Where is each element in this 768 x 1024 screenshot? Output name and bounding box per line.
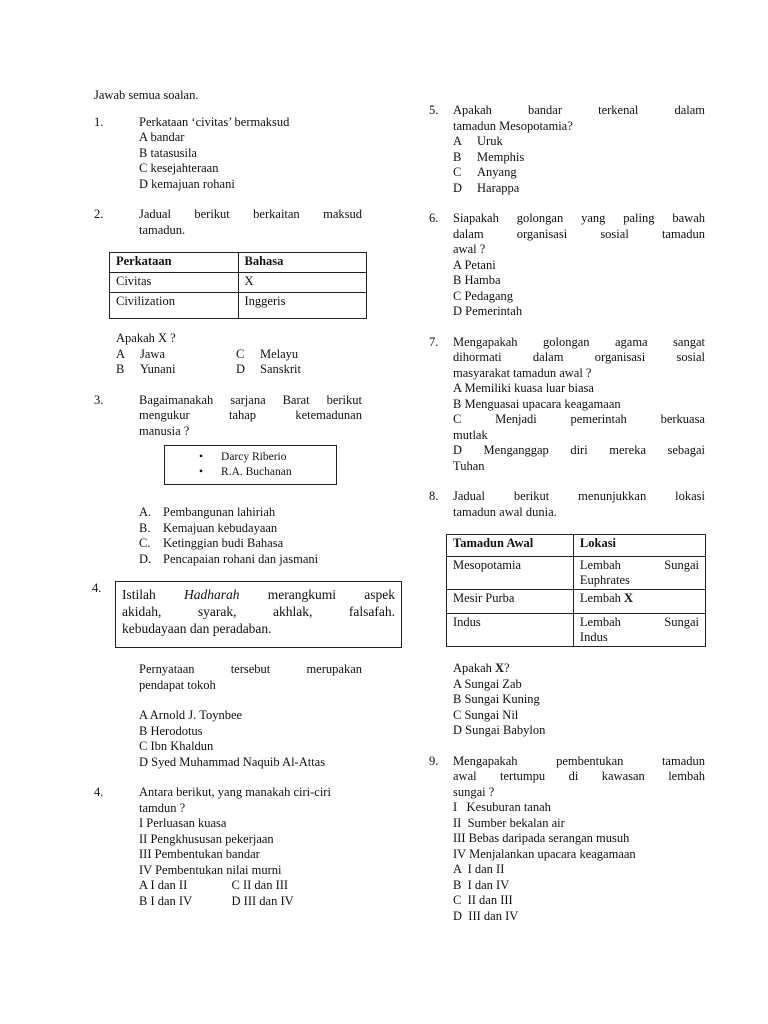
question-text-line: dalam organisasi sosial tamadun — [453, 226, 705, 241]
instruction: Jawab semua soalan. — [94, 88, 199, 102]
question-4b — [94, 785, 362, 909]
option-c[interactable]: C Menjadi pemerintah berkuasa mutlak — [453, 412, 705, 442]
question-3 — [94, 393, 362, 568]
question-text-line: Mengapakah pembentukan tamadun — [453, 753, 705, 768]
question-text-line: Antara berikut, yang manakah ciri-ciri — [139, 785, 331, 799]
table-header: Bahasa — [238, 253, 367, 273]
question-6 — [429, 211, 705, 320]
option-c[interactable]: C Ibn Khaldun — [139, 739, 214, 753]
scholars-box — [164, 445, 337, 485]
question-text-line: Jadual berikut berkaitan maksud — [139, 207, 362, 221]
option-b[interactable]: B tatasusila — [139, 145, 197, 160]
table-cell: X — [238, 273, 367, 293]
question-text-line: Apakah bandar terkenal dalam — [453, 103, 705, 117]
option-a[interactable]: A I dan II — [139, 878, 188, 892]
option-d[interactable]: D kemajuan rohani — [139, 176, 235, 191]
question-prompt: Apakah X ? — [116, 331, 176, 345]
option-b[interactable]: B Hamba — [453, 273, 501, 287]
option-b[interactable]: B. Kemajuan kebudayaan — [139, 520, 278, 535]
option-b[interactable]: B Menguasai upacara keagamaan — [453, 396, 621, 411]
question-text-line: Bagaimanakah sarjana Barat berikut — [139, 392, 362, 407]
option-a[interactable]: A Memiliki kuasa luar biasa — [453, 381, 594, 395]
question-5 — [429, 103, 705, 196]
option-c[interactable]: C Pedagang — [453, 288, 514, 303]
table-header: Lokasi — [573, 535, 705, 557]
left-column — [92, 88, 395, 909]
question-text-line: tamadun. — [139, 222, 186, 237]
statement-item: IV Menjalankan upacara keagamaan — [453, 846, 636, 861]
question-7 — [429, 335, 705, 475]
question-text-line: Siapakah golongan yang paling bawah — [453, 211, 705, 225]
table-cell: Inggeris — [238, 293, 367, 319]
civilization-table — [446, 534, 706, 647]
table-cell: Lembah Sungai Euphrates — [573, 557, 705, 590]
option-d[interactable]: D Sungai Babylon — [453, 723, 546, 737]
option-b[interactable]: B Sungai Kuning — [453, 692, 540, 706]
statement-item: I Perluasan kuasa — [139, 816, 227, 830]
question-text-line: mengukur tahap ketemadunan — [139, 408, 362, 422]
statement-line: Pernyataan tersebut merupakan — [139, 662, 362, 676]
question-text-line: tamadun awal dunia. — [453, 504, 557, 519]
question-number: 4. — [94, 785, 104, 799]
option-a[interactable]: A Arnold J. Toynbee — [139, 708, 243, 722]
statement-item: II Pengkhususan pekerjaan — [139, 831, 274, 846]
question-text-line: masyarakat tamadun awal ? — [453, 365, 592, 380]
question-4a — [92, 581, 395, 648]
question-text-line: Mengapakah golongan agama sangat — [453, 334, 705, 349]
table-header: Perkataan — [110, 253, 239, 273]
option-c[interactable]: C II dan III — [231, 878, 289, 892]
option-c[interactable]: C. Ketinggian budi Bahasa — [139, 536, 284, 550]
option-c[interactable]: C II dan III — [453, 893, 513, 907]
table-cell: Indus — [447, 614, 574, 647]
right-column — [429, 103, 705, 924]
statement-item: I Kesuburan tanah — [453, 800, 551, 814]
option-d[interactable]: D III dan IV — [231, 893, 294, 908]
option-c[interactable]: C Sungai Nil — [453, 707, 519, 722]
question-text-line: manusia ? — [139, 423, 190, 438]
table-cell: Lembah X — [573, 590, 705, 614]
option-a[interactable]: A I dan II — [453, 862, 505, 876]
table-header: Tamadun Awal — [447, 535, 574, 557]
question-9 — [429, 754, 705, 925]
option-d[interactable]: D Syed Muhammad Naquib Al-Attas — [139, 754, 326, 769]
option-d[interactable]: D III dan IV — [453, 908, 519, 923]
table-cell: Mesopotamia — [447, 557, 574, 590]
option-a[interactable]: A. Pembangunan lahiriah — [139, 505, 276, 519]
hadharah-box — [115, 581, 402, 648]
option-a[interactable]: A Uruk — [453, 134, 503, 148]
option-c[interactable]: C kesejahteraan — [139, 161, 219, 175]
scholar-name: • Darcy Riberio — [205, 450, 336, 465]
question-number: 6. — [429, 211, 439, 225]
question-number: 1. — [94, 114, 104, 129]
box-line: akidah, syarak, akhlak, falsafah. — [122, 604, 395, 619]
question-number: 4. — [92, 581, 102, 595]
option-b[interactable]: B Yunani — [116, 362, 176, 376]
statement-item: III Bebas daripada serangan musuh — [453, 831, 630, 845]
statement-item: II Sumber bekalan air — [453, 815, 565, 830]
question-text-line: tamadun Mesopotamia? — [453, 118, 573, 133]
statement-item: III Pembentukan bandar — [139, 847, 260, 861]
option-d[interactable]: D Sanskrit — [236, 362, 301, 376]
question-number: 3. — [94, 392, 104, 407]
scholar-name: • R.A. Buchanan — [205, 465, 336, 480]
question-8 — [429, 489, 705, 520]
language-table — [109, 252, 367, 319]
question-text-line: Jadual berikut menunjukkan lokasi — [453, 489, 705, 503]
option-a[interactable]: A bandar — [139, 130, 185, 144]
question-number: 9. — [429, 753, 439, 768]
option-b[interactable]: B I dan IV — [139, 893, 193, 908]
option-b[interactable]: B I dan IV — [453, 877, 510, 892]
option-d[interactable]: D Menganggap diri mereka sebagai Tuhan — [453, 443, 705, 473]
box-line: Istilah Hadharah merangkumi aspek — [122, 587, 395, 602]
statement-line: pendapat tokoh — [139, 677, 216, 692]
question-text: Perkataan ‘civitas’ bermaksud — [139, 114, 290, 129]
option-c[interactable]: C Melayu — [236, 346, 299, 361]
option-a[interactable]: A Sungai Zab — [453, 676, 522, 691]
question-text-line: tamdun ? — [139, 800, 186, 815]
question-number: 5. — [429, 103, 439, 117]
question-text-line: sungai ? — [453, 784, 495, 799]
option-d[interactable]: D Harappa — [453, 180, 520, 195]
table-cell: Civitas — [110, 273, 239, 293]
question-number: 2. — [94, 207, 104, 221]
question-text-line: awal tertumpu di kawasan lembah — [453, 769, 705, 783]
question-number: 7. — [429, 334, 439, 349]
table-cell: Civilization — [110, 293, 239, 319]
option-a[interactable]: A Petani — [453, 257, 496, 272]
option-b[interactable]: B Memphis — [453, 149, 525, 164]
table-cell: Mesir Purba — [447, 590, 574, 614]
option-c[interactable]: C Anyang — [453, 165, 517, 179]
option-d[interactable]: D. Pencapaian rohani dan jasmani — [139, 551, 319, 566]
box-line: kebudayaan dan peradaban. — [122, 621, 272, 636]
table-cell: Lembah Sungai Indus — [573, 614, 705, 647]
statement-item: IV Pembentukan nilai murni — [139, 862, 282, 877]
question-prompt: Apakah X? — [453, 661, 510, 675]
question-number: 8. — [429, 489, 439, 503]
question-text-line: awal ? — [453, 242, 486, 256]
option-b[interactable]: B Herodotus — [139, 723, 203, 738]
option-a[interactable]: A Jawa — [116, 346, 165, 361]
question-2 — [94, 207, 362, 238]
question-text-line: dihormati dalam organisasi sosial — [453, 350, 705, 364]
question-1 — [94, 115, 362, 193]
option-d[interactable]: D Pemerintah — [453, 304, 523, 318]
